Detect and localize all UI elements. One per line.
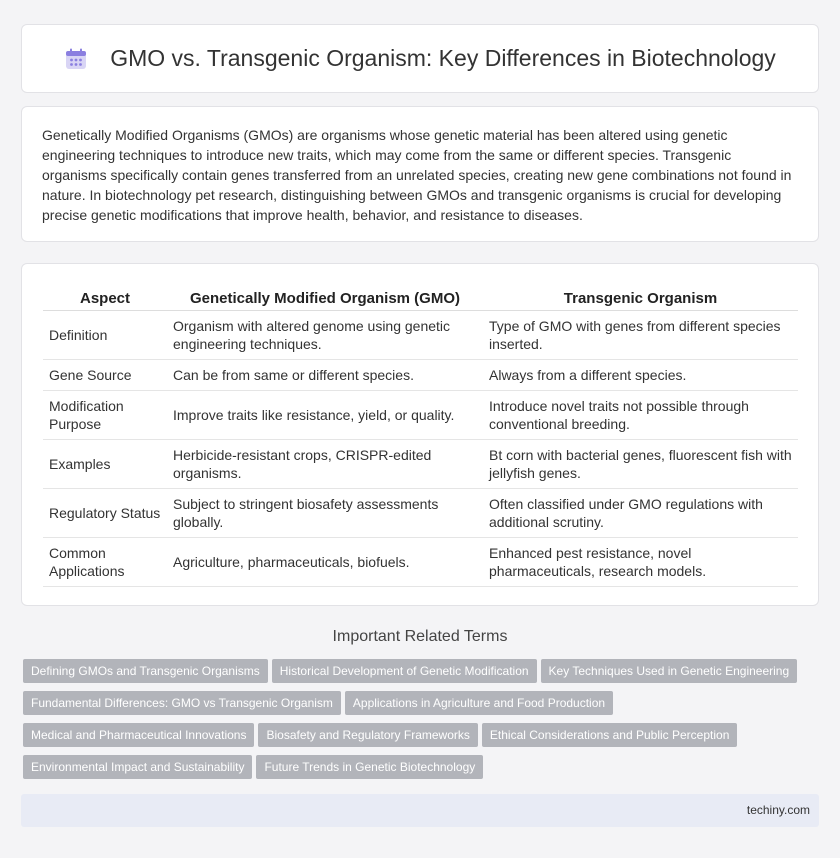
row-transgenic: Always from a different species. — [483, 359, 798, 390]
related-term-tag[interactable]: Historical Development of Genetic Modification — [272, 659, 537, 683]
related-term-tag[interactable]: Key Techniques Used in Genetic Engineering — [541, 659, 798, 683]
table-row — [43, 310, 798, 359]
row-gmo: Subject to stringent biosafety assessments globally. — [167, 488, 483, 537]
row-gmo: Organism with altered genome using genetic engineering techniques. — [167, 310, 483, 359]
row-gmo: Herbicide-resistant crops, CRISPR-edited organisms. — [167, 439, 483, 488]
table-header-row — [43, 284, 798, 310]
comparison-card — [21, 263, 819, 606]
row-aspect: Regulatory Status — [43, 488, 167, 537]
table-row — [43, 359, 798, 390]
row-gmo: Agriculture, pharmaceuticals, biofuels. — [167, 537, 483, 586]
header-aspect: Aspect — [43, 284, 167, 310]
row-aspect: Gene Source — [43, 359, 167, 390]
related-term-tag[interactable]: Applications in Agriculture and Food Production — [345, 691, 613, 715]
row-aspect: Definition — [43, 310, 167, 359]
related-term-tag[interactable]: Ethical Considerations and Public Perception — [482, 723, 737, 747]
row-transgenic: Often classified under GMO regulations with additional scrutiny. — [483, 488, 798, 537]
related-term-tag[interactable]: Defining GMOs and Transgenic Organisms — [23, 659, 268, 683]
row-aspect: Modification Purpose — [43, 390, 167, 439]
row-transgenic: Type of GMO with genes from different species inserted. — [483, 310, 798, 359]
related-term-tag[interactable]: Medical and Pharmaceutical Innovations — [23, 723, 254, 747]
row-transgenic: Bt corn with bacterial genes, fluorescent fish with jellyfish genes. — [483, 439, 798, 488]
row-gmo: Can be from same or different species. — [167, 359, 483, 390]
table-row — [43, 488, 798, 537]
row-transgenic: Introduce novel traits not possible through conventional breeding. — [483, 390, 798, 439]
row-transgenic: Enhanced pest resistance, novel pharmaceuticals, research models. — [483, 537, 798, 586]
table-row — [43, 439, 798, 488]
footer-site-link[interactable]: techiny.com — [746, 803, 810, 817]
related-term-tag[interactable]: Environmental Impact and Sustainability — [23, 755, 252, 779]
header-transgenic: Transgenic Organism — [483, 284, 798, 310]
related-term-tag[interactable]: Fundamental Differences: GMO vs Transgenic Organism — [23, 691, 341, 715]
calendar-icon — [64, 47, 88, 71]
footer — [21, 794, 819, 827]
intro-card — [21, 106, 819, 242]
related-term-tag[interactable]: Biosafety and Regulatory Frameworks — [258, 723, 477, 747]
related-terms-list — [23, 659, 823, 787]
header-card — [21, 24, 819, 93]
table-row — [43, 537, 798, 586]
header-gmo: Genetically Modified Organism (GMO) — [167, 284, 483, 310]
related-term-tag[interactable]: Future Trends in Genetic Biotechnology — [256, 755, 483, 779]
related-terms-title: Important Related Terms — [332, 628, 508, 645]
comparison-table — [43, 284, 798, 587]
table-row — [43, 390, 798, 439]
row-aspect: Common Applications — [43, 537, 167, 586]
row-gmo: Improve traits like resistance, yield, or quality. — [167, 390, 483, 439]
row-aspect: Examples — [43, 439, 167, 488]
intro-text: Genetically Modified Organisms (GMOs) are organisms whose genetic material has been altered using genetic engineering techniques to introduce new traits, which may come from the same or different species. Transgenic organisms specifically contain genes transferred from an unrelated species, creating new gene combinations not found in nature. In biotechnology pet research, distinguishing between GMOs and transgenic organisms is crucial for developing precise genetic modifications that improve health, behavior, and resistance to diseases. — [42, 127, 792, 223]
page-title: GMO vs. Transgenic Organism: Key Differences in Biotechnology — [110, 45, 776, 71]
